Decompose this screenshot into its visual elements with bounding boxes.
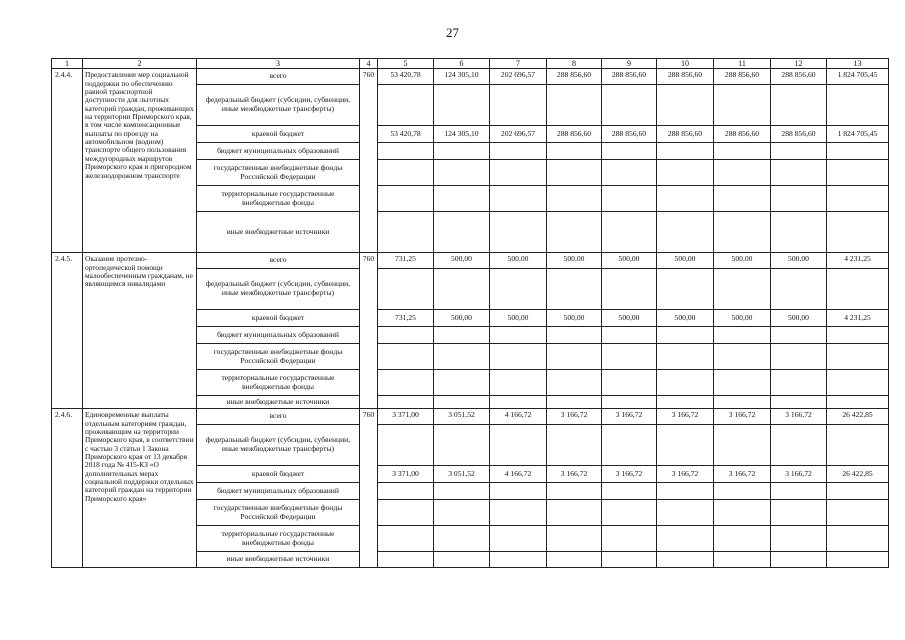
value-cell: [602, 212, 657, 253]
column-header-1: 1: [52, 59, 83, 69]
value-cell: [547, 85, 602, 126]
value-cell: 53 420,78: [378, 69, 434, 85]
value-cell: [378, 526, 434, 552]
value-cell: [434, 552, 490, 568]
value-cell: [771, 212, 827, 253]
column-header-10: 10: [657, 59, 714, 69]
value-cell: 1 824 705,45: [827, 126, 889, 143]
value-cell: [547, 500, 602, 526]
column-header-2: 2: [83, 59, 197, 69]
value-cell: [827, 143, 889, 160]
value-cell: [771, 396, 827, 409]
value-cell: [771, 526, 827, 552]
value-cell: [490, 85, 547, 126]
value-cell: 500,00: [657, 310, 714, 327]
value-cell: [771, 483, 827, 500]
value-cell: 3 166,72: [547, 466, 602, 483]
value-cell: [827, 425, 889, 466]
value-cell: [657, 526, 714, 552]
value-cell: [657, 186, 714, 212]
value-cell: 288 856,60: [771, 126, 827, 143]
value-cell: [434, 160, 490, 186]
value-cell: [434, 186, 490, 212]
value-cell: [827, 370, 889, 396]
value-cell: [714, 396, 771, 409]
value-cell: 3 371,00: [378, 409, 434, 425]
value-cell: [771, 370, 827, 396]
value-cell: [547, 344, 602, 370]
funding-source: государственные внебюджетные фонды Российской Федерации: [197, 500, 360, 526]
value-cell: [714, 552, 771, 568]
value-cell: [490, 396, 547, 409]
value-cell: [547, 552, 602, 568]
value-cell: 288 856,60: [547, 126, 602, 143]
value-cell: [827, 269, 889, 310]
budget-table: [51, 58, 889, 568]
value-cell: [602, 552, 657, 568]
value-cell: 3 166,72: [714, 409, 771, 425]
value-cell: [602, 500, 657, 526]
value-cell: [602, 425, 657, 466]
value-cell: [714, 344, 771, 370]
value-cell: [547, 186, 602, 212]
value-cell: [547, 396, 602, 409]
funding-source: краевой бюджет: [197, 466, 360, 483]
value-cell: [490, 160, 547, 186]
funding-source: федеральный бюджет (субсидии, субвенции, иные межбюджетные трансферты): [197, 85, 360, 126]
value-cell: [714, 483, 771, 500]
value-cell: [714, 500, 771, 526]
value-cell: [657, 212, 714, 253]
column-header-8: 8: [547, 59, 602, 69]
value-cell: [434, 85, 490, 126]
value-cell: 3 166,72: [547, 409, 602, 425]
value-cell: [771, 186, 827, 212]
value-cell: [490, 186, 547, 212]
funding-source: территориальные государственные внебюджетные фонды: [197, 186, 360, 212]
funding-source: бюджет муниципальных образований: [197, 327, 360, 344]
value-cell: 124 305,10: [434, 69, 490, 85]
funding-source: территориальные государственные внебюджетные фонды: [197, 526, 360, 552]
value-cell: [378, 269, 434, 310]
value-cell: [490, 327, 547, 344]
value-cell: [602, 396, 657, 409]
value-cell: 500,00: [434, 253, 490, 269]
funding-source: федеральный бюджет (субсидии, субвенции, иные межбюджетные трансферты): [197, 269, 360, 310]
value-cell: [490, 483, 547, 500]
value-cell: [771, 327, 827, 344]
value-cell: [378, 327, 434, 344]
value-cell: [602, 269, 657, 310]
value-cell: [827, 327, 889, 344]
header-row: [52, 59, 889, 69]
value-cell: 500,00: [714, 310, 771, 327]
value-cell: [714, 143, 771, 160]
value-cell: [827, 396, 889, 409]
table-row: [52, 409, 889, 425]
value-cell: 124 305,10: [434, 126, 490, 143]
column-header-13: 13: [827, 59, 889, 69]
funding-source: территориальные государственные внебюджетные фонды: [197, 370, 360, 396]
funding-source: иные внебюджетные источники: [197, 552, 360, 568]
value-cell: [657, 370, 714, 396]
value-cell: 500,00: [434, 310, 490, 327]
funding-source: всего: [197, 253, 360, 269]
column-header-6: 6: [434, 59, 490, 69]
value-cell: [547, 160, 602, 186]
value-cell: [490, 370, 547, 396]
item-number: 2.4.6.: [52, 409, 83, 568]
value-cell: [771, 85, 827, 126]
value-cell: [434, 396, 490, 409]
value-cell: 288 856,60: [714, 69, 771, 85]
value-cell: [378, 483, 434, 500]
value-cell: [602, 143, 657, 160]
value-cell: [602, 327, 657, 344]
value-cell: 500,00: [771, 253, 827, 269]
column-header-4: 4: [360, 59, 378, 69]
value-cell: [771, 143, 827, 160]
value-cell: 3 166,72: [771, 466, 827, 483]
value-cell: 288 856,60: [602, 126, 657, 143]
table-row: [52, 253, 889, 269]
value-cell: 500,00: [657, 253, 714, 269]
value-cell: [714, 327, 771, 344]
value-cell: [547, 526, 602, 552]
value-cell: [434, 425, 490, 466]
value-cell: [714, 186, 771, 212]
value-cell: [657, 483, 714, 500]
value-cell: 500,00: [602, 310, 657, 327]
budget-code: 760: [360, 253, 378, 409]
value-cell: [434, 212, 490, 253]
value-cell: 4 166,72: [490, 409, 547, 425]
value-cell: 3 166,72: [602, 409, 657, 425]
funding-source: бюджет муниципальных образований: [197, 483, 360, 500]
value-cell: 3 166,72: [771, 409, 827, 425]
item-number: 2.4.5.: [52, 253, 83, 409]
value-cell: [378, 85, 434, 126]
value-cell: [490, 425, 547, 466]
value-cell: [714, 370, 771, 396]
value-cell: [771, 269, 827, 310]
value-cell: 731,25: [378, 253, 434, 269]
value-cell: [490, 269, 547, 310]
column-header-3: 3: [197, 59, 360, 69]
value-cell: [714, 269, 771, 310]
value-cell: [714, 160, 771, 186]
value-cell: [827, 526, 889, 552]
value-cell: [490, 552, 547, 568]
column-header-12: 12: [771, 59, 827, 69]
budget-code: 760: [360, 409, 378, 568]
value-cell: [657, 500, 714, 526]
value-cell: 1 824 705,45: [827, 69, 889, 85]
value-cell: 3 166,72: [657, 466, 714, 483]
value-cell: 500,00: [490, 253, 547, 269]
value-cell: 53 420,78: [378, 126, 434, 143]
value-cell: [378, 370, 434, 396]
value-cell: [434, 526, 490, 552]
value-cell: [827, 212, 889, 253]
value-cell: [771, 425, 827, 466]
value-cell: [827, 483, 889, 500]
column-header-11: 11: [714, 59, 771, 69]
value-cell: 3 051,52: [434, 409, 490, 425]
funding-source: иные внебюджетные источники: [197, 212, 360, 253]
value-cell: [657, 85, 714, 126]
column-header-9: 9: [602, 59, 657, 69]
value-cell: [490, 212, 547, 253]
value-cell: [602, 186, 657, 212]
value-cell: 500,00: [490, 310, 547, 327]
value-cell: [434, 269, 490, 310]
value-cell: 288 856,60: [771, 69, 827, 85]
value-cell: [657, 269, 714, 310]
item-number: 2.4.4.: [52, 69, 83, 253]
value-cell: [378, 500, 434, 526]
funding-source: федеральный бюджет (субсидии, субвенции, иные межбюджетные трансферты): [197, 425, 360, 466]
value-cell: [827, 160, 889, 186]
funding-source: бюджет муниципальных образований: [197, 143, 360, 160]
value-cell: [602, 85, 657, 126]
value-cell: [378, 425, 434, 466]
column-header-7: 7: [490, 59, 547, 69]
value-cell: [714, 425, 771, 466]
value-cell: [827, 186, 889, 212]
value-cell: [490, 344, 547, 370]
value-cell: 288 856,60: [657, 69, 714, 85]
value-cell: [378, 186, 434, 212]
value-cell: [602, 526, 657, 552]
value-cell: [657, 327, 714, 344]
value-cell: [547, 212, 602, 253]
value-cell: [771, 500, 827, 526]
value-cell: 731,25: [378, 310, 434, 327]
value-cell: 4 166,72: [490, 466, 547, 483]
value-cell: 4 231,25: [827, 310, 889, 327]
item-name: Оказание протезно-ортопедической помощи малообеспеченным гражданам, не являющимся инвалидами: [83, 253, 197, 409]
value-cell: [547, 269, 602, 310]
value-cell: 3 166,72: [657, 409, 714, 425]
value-cell: [547, 483, 602, 500]
value-cell: [434, 500, 490, 526]
value-cell: [771, 552, 827, 568]
value-cell: [434, 344, 490, 370]
value-cell: [434, 327, 490, 344]
value-cell: [378, 552, 434, 568]
value-cell: [378, 212, 434, 253]
value-cell: [602, 344, 657, 370]
value-cell: 500,00: [602, 253, 657, 269]
value-cell: [378, 160, 434, 186]
value-cell: [771, 160, 827, 186]
value-cell: [602, 160, 657, 186]
value-cell: [547, 370, 602, 396]
value-cell: [434, 143, 490, 160]
value-cell: 202 696,57: [490, 126, 547, 143]
value-cell: 3 371,00: [378, 466, 434, 483]
value-cell: [434, 370, 490, 396]
item-name: Предоставление мер социальной поддержки по обеспечению равной транспортной доступности для льготных категорий граждан, проживающих на территории Приморского края, в том числе компенсационные выплаты по проезду на автомобильном (водном) транспорте общего пользования междугородных маршрутов Приморского края и пригородном железнодорожном транспорте: [83, 69, 197, 253]
value-cell: [490, 500, 547, 526]
value-cell: [827, 344, 889, 370]
value-cell: [378, 143, 434, 160]
value-cell: 500,00: [547, 310, 602, 327]
value-cell: [547, 143, 602, 160]
value-cell: [714, 526, 771, 552]
value-cell: 288 856,60: [602, 69, 657, 85]
funding-source: всего: [197, 409, 360, 425]
value-cell: [490, 526, 547, 552]
value-cell: 500,00: [771, 310, 827, 327]
budget-code: 760: [360, 69, 378, 253]
column-header-5: 5: [378, 59, 434, 69]
value-cell: 3 051,52: [434, 466, 490, 483]
value-cell: [657, 552, 714, 568]
value-cell: [378, 396, 434, 409]
value-cell: [827, 500, 889, 526]
value-cell: [657, 143, 714, 160]
value-cell: 26 422,85: [827, 466, 889, 483]
value-cell: 288 856,60: [714, 126, 771, 143]
funding-source: всего: [197, 69, 360, 85]
value-cell: [657, 160, 714, 186]
value-cell: [547, 425, 602, 466]
value-cell: [827, 85, 889, 126]
value-cell: 500,00: [714, 253, 771, 269]
value-cell: [434, 483, 490, 500]
value-cell: 3 166,72: [602, 466, 657, 483]
value-cell: [771, 344, 827, 370]
funding-source: государственные внебюджетные фонды Российской Федерации: [197, 160, 360, 186]
value-cell: 288 856,60: [657, 126, 714, 143]
value-cell: [714, 85, 771, 126]
funding-source: краевой бюджет: [197, 126, 360, 143]
page-number: 27: [446, 25, 459, 40]
funding-source: краевой бюджет: [197, 310, 360, 327]
value-cell: [490, 143, 547, 160]
value-cell: 202 696,57: [490, 69, 547, 85]
funding-source: иные внебюджетные источники: [197, 396, 360, 409]
value-cell: 288 856,60: [547, 69, 602, 85]
value-cell: [657, 396, 714, 409]
funding-source: государственные внебюджетные фонды Российской Федерации: [197, 344, 360, 370]
value-cell: 4 231,25: [827, 253, 889, 269]
item-name: Единовременные выплаты отдельным категориям граждан, проживающим на территории Приморского края, в соответствии с частью 3 статьи 1 Закона Приморского края от 13 декабря 2018 года № 415-КЗ «О дополнительных мерах социальной поддержки отдельных категорий граждан на территории Приморского края»: [83, 409, 197, 568]
value-cell: [657, 425, 714, 466]
value-cell: 500,00: [547, 253, 602, 269]
value-cell: [714, 212, 771, 253]
value-cell: [378, 344, 434, 370]
value-cell: [602, 483, 657, 500]
value-cell: 3 166,72: [714, 466, 771, 483]
value-cell: [827, 552, 889, 568]
value-cell: [657, 344, 714, 370]
value-cell: [547, 327, 602, 344]
value-cell: [602, 370, 657, 396]
table-row: [52, 69, 889, 85]
value-cell: 26 422,85: [827, 409, 889, 425]
